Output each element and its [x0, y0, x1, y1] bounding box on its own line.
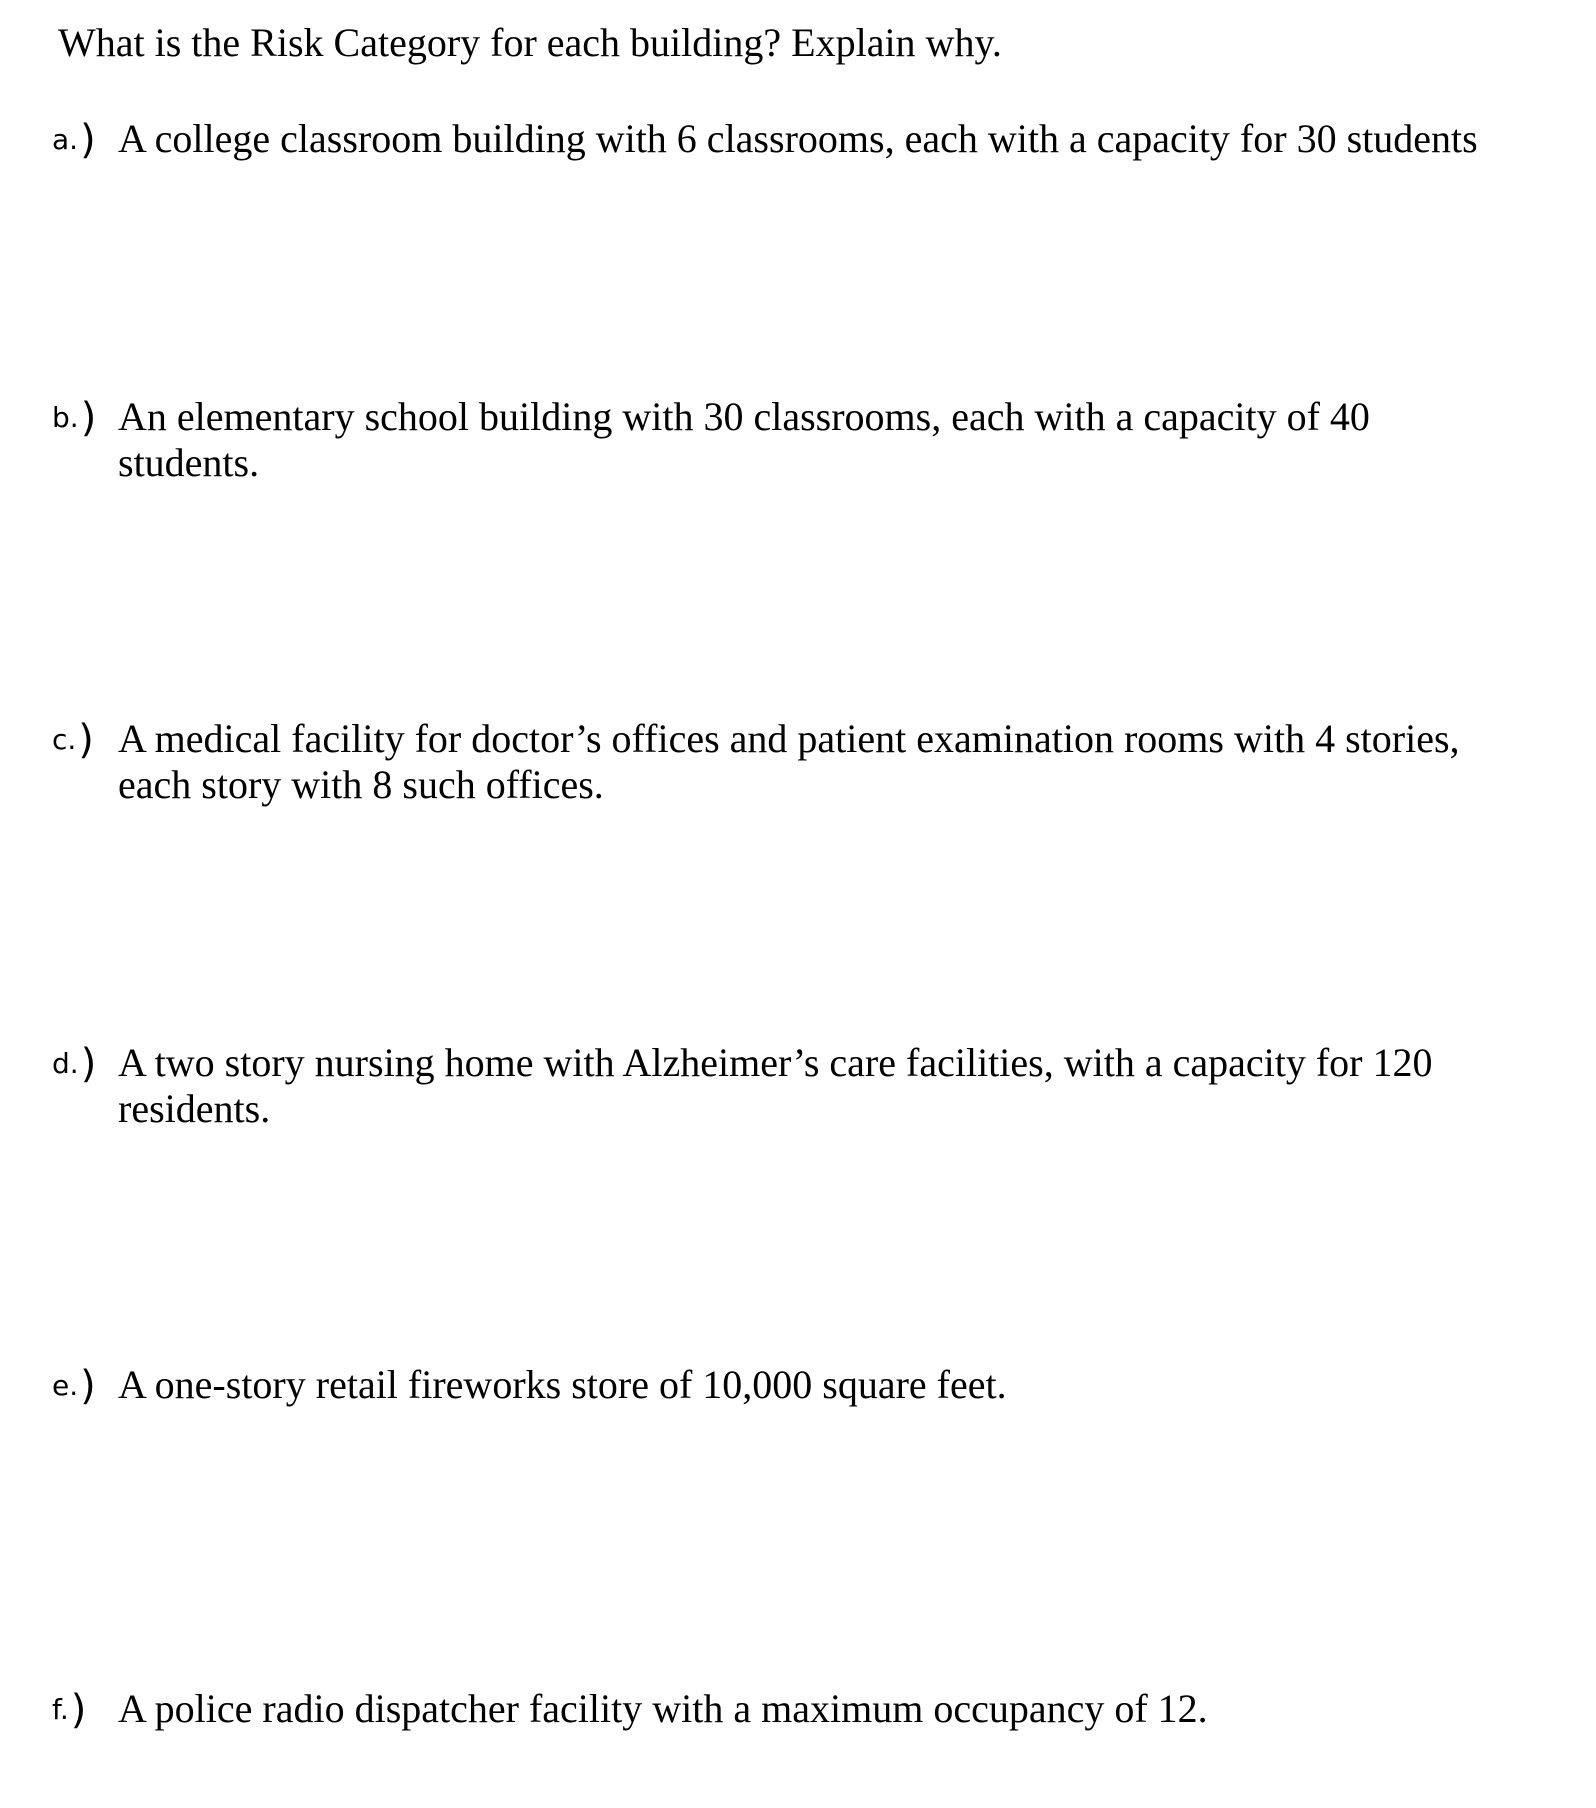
instructions-heading: What is the Risk Category for each building? Explain why. — [58, 20, 1002, 65]
question-text: A medical facility for doctor’s offices and patient examination rooms with 4 stories, each story with 8 such offices. — [118, 716, 1460, 807]
question-text: A two story nursing home with Alzheimer’s care facilities, with a capacity for 120 residents. — [118, 1040, 1433, 1131]
question-text: A one-story retail fireworks store of 10,000 square feet. — [118, 1362, 1007, 1407]
question-label: a.) — [52, 117, 96, 163]
question-label: d.) — [52, 1041, 97, 1087]
question-label: e.) — [52, 1363, 96, 1409]
question-text: A college classroom building with 6 classrooms, each with a capacity for 30 students — [118, 116, 1478, 161]
question-text: An elementary school building with 30 classrooms, each with a capacity of 40 students. — [118, 394, 1370, 485]
question-label: c.) — [52, 717, 94, 763]
question-label: b.) — [52, 395, 97, 441]
question-text: A police radio dispatcher facility with a maximum occupancy of 12. — [118, 1686, 1208, 1731]
question-label: f.) — [52, 1687, 87, 1733]
